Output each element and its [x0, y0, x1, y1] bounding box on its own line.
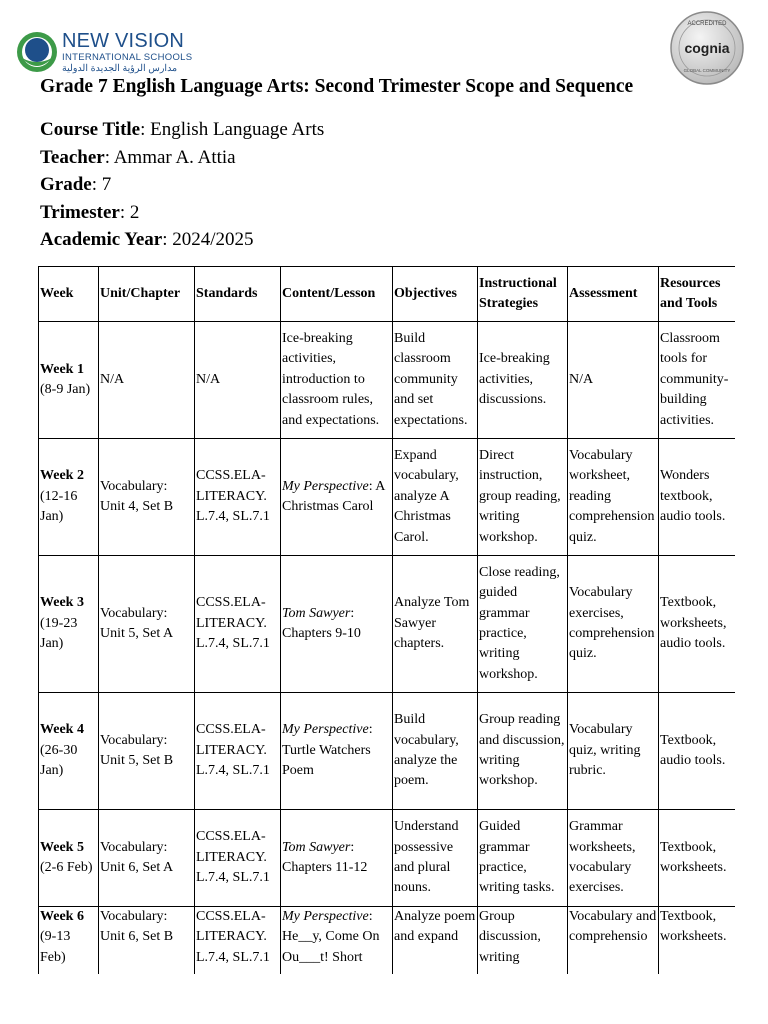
assessment-cell: N/A — [568, 322, 659, 439]
week-dates: (2-6 Feb) — [40, 860, 93, 875]
assessment-cell: Vocabulary worksheet, reading comprehension quiz. — [568, 439, 659, 556]
content-text: : Chapters 9-10 — [282, 605, 361, 641]
objectives-cell: Understand possessive and plural nouns. — [393, 810, 478, 907]
course-title-label: Course Title — [40, 119, 141, 140]
teacher-label: Teacher — [40, 146, 105, 168]
content-cell — [281, 693, 393, 810]
assessment-cell: Vocabulary exercises, comprehension quiz. — [568, 556, 659, 693]
grade-label: Grade — [40, 174, 92, 195]
resources-cell — [659, 907, 736, 975]
table-row — [39, 693, 736, 810]
content-text: : He__y, Come On Ou___t! Short — [282, 909, 380, 965]
unit-cell — [99, 907, 195, 975]
header-assessment: Assessment — [568, 267, 659, 322]
week-cell — [39, 439, 99, 556]
strategies-text: Group discussion, writing — [479, 909, 541, 965]
content-cell — [281, 322, 393, 439]
header-resources-tools: Resources and Tools — [659, 267, 736, 322]
week-label: Week 4 — [40, 722, 84, 738]
badge-name: cognia — [684, 40, 730, 56]
strategies-cell: Guided grammar practice, writing tasks. — [478, 810, 568, 907]
document-title: Grade 7 English Language Arts: Second Trimester Scope and Sequence — [40, 76, 634, 97]
scope-sequence-table-container — [38, 266, 735, 974]
resources-cell: Textbook, audio tools. — [659, 693, 736, 810]
content-text: : Turtle Watchers Poem — [282, 722, 373, 779]
course-info — [40, 116, 324, 254]
content-title: My Perspective — [282, 478, 369, 494]
standards-cell: CCSS.ELA-LITERACY. L.7.4, SL.7.1 — [195, 439, 281, 556]
content-title: My Perspective — [282, 909, 369, 924]
assessment-cell: Grammar worksheets, vocabulary exercises. — [568, 810, 659, 907]
objectives-cell — [393, 907, 478, 975]
trimester-value: : 2 — [119, 201, 140, 223]
strategies-cell: Close reading, guided grammar practice, writing workshop. — [478, 556, 568, 693]
teacher-line — [40, 144, 324, 172]
logo-name: NEW VISION — [62, 30, 185, 52]
assessment-cell: Vocabulary quiz, writing rubric. — [568, 693, 659, 810]
content-text: : A Christmas Carol — [282, 478, 385, 514]
week-cell — [39, 907, 99, 975]
week-cell — [39, 556, 99, 693]
assessment-cell — [568, 907, 659, 975]
trimester-line — [40, 199, 324, 227]
logo-arabic: مدارس الرؤية الجديدة الدولية — [62, 62, 178, 74]
standards-cell: CCSS.ELA-LITERACY. L.7.4, SL.7.1 — [195, 810, 281, 907]
badge-top-text: ACCREDITED — [687, 21, 727, 27]
week-dates: (12-16 Jan) — [40, 488, 78, 525]
standards-cell: CCSS.ELA-LITERACY. L.7.4, SL.7.1 — [195, 556, 281, 693]
badge-bottom-text: GLOBAL COMMUNITY — [683, 68, 731, 73]
assessment-text: Vocabulary and comprehensio — [569, 909, 657, 945]
resources-cell: Textbook, worksheets. — [659, 810, 736, 907]
header-content-lesson: Content/Lesson — [281, 267, 393, 322]
standards-cell: CCSS.ELA-LITERACY. L.7.4, SL.7.1 — [195, 693, 281, 810]
grade-value: : 7 — [91, 174, 112, 195]
week-label: Week 1 — [40, 361, 84, 377]
objectives-text: Analyze poem and expand — [394, 909, 476, 945]
content-cell — [281, 907, 393, 975]
strategies-cell — [478, 907, 568, 975]
content-cell — [281, 810, 393, 907]
objectives-cell: Expand vocabulary, analyze A Christmas Carol. — [393, 439, 478, 556]
standards-cell — [195, 907, 281, 975]
week-label: Week 6 — [40, 909, 84, 924]
strategies-cell: Ice-breaking activities, discussions. — [478, 322, 568, 439]
table-header-row — [39, 267, 736, 322]
table-row — [39, 439, 736, 556]
school-logo — [16, 26, 192, 78]
unit-cell: Vocabulary: Unit 5, Set A — [99, 556, 195, 693]
content-text: : Chapters 11-12 — [282, 839, 368, 875]
content-text: Ice-breaking activities, introduction to classroom rules, and expectations. — [282, 330, 380, 428]
unit-cell: Vocabulary: Unit 6, Set A — [99, 810, 195, 907]
course-title-line — [40, 116, 324, 144]
unit-cell: Vocabulary: Unit 4, Set B — [99, 439, 195, 556]
resources-cell: Wonders textbook, audio tools. — [659, 439, 736, 556]
resources-cell: Classroom tools for community-building activities. — [659, 322, 736, 439]
content-cell — [281, 556, 393, 693]
week-label: Week 5 — [40, 839, 84, 855]
table-row — [39, 556, 736, 693]
teacher-value: : Ammar A. Attia — [104, 146, 236, 168]
week-cell — [39, 322, 99, 439]
scope-sequence-table — [38, 266, 735, 974]
objectives-cell: Build classroom community and set expectations. — [393, 322, 478, 439]
header-week: Week — [39, 267, 99, 322]
objectives-cell: Build vocabulary, analyze the poem. — [393, 693, 478, 810]
strategies-cell: Direct instruction, group reading, writing workshop. — [478, 439, 568, 556]
content-title: My Perspective — [282, 722, 369, 738]
unit-cell: N/A — [99, 322, 195, 439]
header-objectives: Objectives — [393, 267, 478, 322]
header-instructional-strategies: Instructional Strategies — [478, 267, 568, 322]
content-title: Tom Sawyer — [282, 605, 351, 621]
standards-text: CCSS.ELA-LITERACY. L.7.4, SL.7.1 — [196, 909, 270, 965]
week-dates: (8-9 Jan) — [40, 382, 91, 397]
strategies-cell: Group reading and discussion, writing workshop. — [478, 693, 568, 810]
table-row — [39, 810, 736, 907]
accreditation-badge — [669, 10, 745, 86]
resources-text: Textbook, worksheets. — [660, 909, 727, 945]
header-standards: Standards — [195, 267, 281, 322]
week-cell — [39, 693, 99, 810]
academic-year-value: : 2024/2025 — [162, 229, 254, 250]
unit-text: Vocabulary: Unit 6, Set B — [100, 909, 174, 945]
standards-cell: N/A — [195, 322, 281, 439]
resources-cell: Textbook, worksheets, audio tools. — [659, 556, 736, 693]
course-title-value: : English Language Arts — [140, 119, 325, 140]
content-title: Tom Sawyer — [282, 839, 351, 855]
logo-subtitle: INTERNATIONAL SCHOOLS — [62, 52, 193, 63]
content-cell — [281, 439, 393, 556]
header-unit-chapter: Unit/Chapter — [99, 267, 195, 322]
academic-year-label: Academic Year — [40, 229, 163, 250]
week-label: Week 3 — [40, 595, 84, 611]
trimester-label: Trimester — [40, 201, 120, 223]
grade-line — [40, 171, 324, 199]
week-label: Week 2 — [40, 468, 84, 484]
week-dates: (9-13 Feb) — [40, 929, 71, 965]
academic-year-line — [40, 226, 324, 254]
objectives-cell: Analyze Tom Sawyer chapters. — [393, 556, 478, 693]
logo-mark-icon — [16, 28, 58, 76]
week-cell — [39, 810, 99, 907]
unit-cell: Vocabulary: Unit 5, Set B — [99, 693, 195, 810]
week-dates: (19-23 Jan) — [40, 615, 78, 652]
week-dates: (26-30 Jan) — [40, 742, 78, 779]
table-row — [39, 907, 736, 975]
table-row — [39, 322, 736, 439]
